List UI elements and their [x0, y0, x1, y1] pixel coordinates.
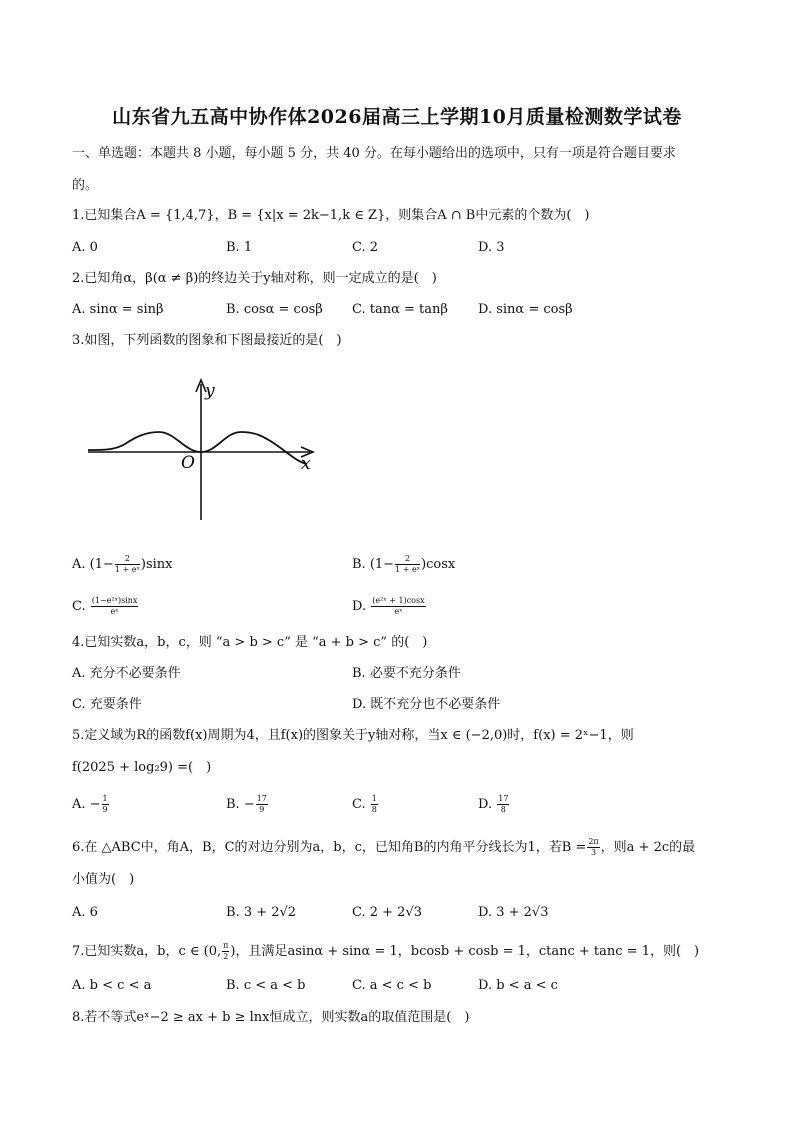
q2-option-c[interactable]: C. tanα = tanβ [352, 302, 448, 317]
fraction-numerator: 2π [588, 837, 599, 846]
q6-option-c[interactable]: C. 2 + 2√3 [352, 905, 423, 920]
q5-option-c-prefix: C. [352, 797, 370, 812]
function-graph [85, 372, 325, 524]
q3-option-b-suffix: )cosx [421, 557, 456, 572]
q1-option-a[interactable]: A. 0 [72, 240, 98, 255]
q3-option-a[interactable] [72, 554, 173, 575]
curve [88, 432, 307, 464]
fraction-denominator: 8 [371, 805, 377, 814]
fraction-denominator: 9 [102, 805, 108, 814]
fraction-numerator: 17 [498, 794, 509, 803]
question-8-stem: 8.若不等式eˣ−2 ≥ ax + b ≥ lnx恒成立，则实数a的取值范围是( ) [72, 1010, 470, 1025]
exam-title: 山东省九五高中协作体2026届高三上学期10月质量检测数学试卷 [112, 106, 682, 128]
fraction-denominator: 2 [223, 952, 229, 961]
q3-option-a-suffix: )sinx [140, 557, 173, 572]
q7-option-a[interactable]: A. b < c < a [72, 978, 152, 993]
q2-option-d[interactable]: D. sinα = cosβ [478, 302, 573, 317]
q7-fraction [222, 941, 229, 962]
q3-option-b[interactable] [352, 554, 455, 575]
fraction-numerator: 2 [115, 554, 140, 565]
question-2-stem: 2.已知角α，β(α ≠ β)的终边关于y轴对称，则一定成立的是( ) [72, 271, 437, 286]
fraction-denominator: 1 + eˣ [114, 565, 140, 574]
question-1-stem: 1.已知集合A = {1,4,7}，B = {x|x = 2k−1,k ∈ Z}，则集合A ∩ B中元素的个数为( ) [72, 208, 590, 223]
question-7-stem [72, 941, 699, 962]
fraction-numerator: 17 [256, 794, 267, 803]
q5-option-d-fraction [497, 794, 509, 815]
question-5-stem: 5.定义域为R的函数f(x)周期为4，且f(x)的图象关于y轴对称，当x ∈ (−2,0)时，f(x) = 2ˣ−1，则 [72, 728, 634, 743]
y-axis-label: y [205, 381, 215, 401]
q6-option-b[interactable]: B. 3 + 2√2 [226, 905, 297, 920]
q5-option-b[interactable] [226, 794, 269, 815]
q5-option-a[interactable] [72, 794, 110, 815]
q7-option-c[interactable]: C. a < c < b [352, 978, 432, 993]
q7-stem-part2: )，且满足asinα + sinα = 1，bcosb + cosb = 1，ctanc + tanc = 1，则( ) [230, 944, 700, 959]
q5-option-b-prefix: B. − [226, 797, 255, 812]
q3-option-b-prefix: B. (1− [352, 557, 395, 572]
q3-option-a-prefix: A. (1− [72, 557, 114, 572]
q3-option-b-fraction [395, 554, 420, 575]
fraction-numerator: 1 [102, 794, 108, 803]
q1-option-d[interactable]: D. 3 [478, 240, 505, 255]
fraction-numerator: (e²ˣ + 1)cosx [372, 596, 425, 605]
q3-option-c-prefix: C. [72, 599, 90, 614]
q5-option-d[interactable] [478, 794, 510, 815]
fraction-denominator: 3 [590, 848, 597, 857]
q3-option-c-fraction [91, 596, 139, 617]
q3-option-c[interactable] [72, 596, 139, 617]
q5-option-d-prefix: D. [478, 797, 497, 812]
fraction-denominator: 1 + eˣ [395, 565, 421, 574]
q4-option-d[interactable]: D. 既不充分也不必要条件 [352, 697, 501, 712]
q3-option-a-fraction [115, 554, 140, 575]
q1-option-c[interactable]: C. 2 [352, 240, 379, 255]
q7-option-d[interactable]: D. b < a < c [478, 978, 558, 993]
question-6-stem-cont: 小值为( ) [72, 872, 135, 887]
q3-option-d-prefix: D. [352, 599, 371, 614]
q6-option-d[interactable]: D. 3 + 2√3 [478, 905, 549, 920]
q5-option-a-fraction [102, 794, 109, 815]
question-3-stem: 3.如图，下列函数的图象和下图最接近的是( ) [72, 333, 342, 348]
question-6-stem [72, 837, 695, 858]
q6-option-a[interactable]: A. 6 [72, 905, 98, 920]
q1-option-b[interactable]: B. 1 [226, 240, 253, 255]
fraction-numerator: 2 [395, 554, 420, 565]
fraction-denominator: 8 [500, 805, 506, 814]
q5-option-c[interactable] [352, 794, 379, 815]
q3-option-d[interactable] [352, 596, 427, 617]
q4-option-c[interactable]: C. 充要条件 [72, 697, 142, 712]
q5-option-b-fraction [256, 794, 268, 815]
fraction-denominator: eˣ [110, 607, 119, 616]
fraction-numerator: π [223, 941, 229, 950]
q5-option-a-prefix: A. − [72, 797, 101, 812]
q4-option-a[interactable]: A. 充分不必要条件 [72, 666, 181, 681]
question-4-stem: 4.已知实数a，b，c，则 “a > b > c” 是 “a + b > c” 的( ) [72, 635, 428, 650]
origin-label: O [181, 453, 195, 473]
section-heading: 一、单选题：本题共 8 小题，每小题 5 分，共 40 分。在每小题给出的选项中，只有一项是符合题目要求 [72, 146, 676, 161]
fraction-numerator: (1−e²ˣ)sinx [91, 596, 138, 605]
question-5-stem-cont: f(2025 + log₂9) =( ) [72, 760, 212, 775]
q3-option-d-fraction [371, 596, 425, 617]
q2-option-b[interactable]: B. cosα = cosβ [226, 302, 323, 317]
q6-stem-part1: 6.在 △ABC中，角A，B，C的对边分别为a，b，c，已知角B的内角平分线长为1，若B = [72, 840, 587, 855]
q7-stem-part1: 7.已知实数a，b，c ∈ (0, [72, 944, 222, 959]
fraction-numerator: 1 [371, 794, 377, 803]
fraction-denominator: eˣ [394, 607, 403, 616]
q6-stem-part2: ，则a + 2c的最 [600, 840, 696, 855]
section-heading-cont: 的。 [72, 178, 99, 193]
q6-fraction [587, 837, 599, 858]
q4-option-b[interactable]: B. 必要不充分条件 [352, 666, 461, 681]
q7-option-b[interactable]: B. c < a < b [226, 978, 306, 993]
x-axis-label: x [301, 454, 311, 474]
q5-option-c-fraction [371, 794, 378, 815]
q2-option-a[interactable]: A. sinα = sinβ [72, 302, 164, 317]
fraction-denominator: 9 [259, 805, 265, 814]
